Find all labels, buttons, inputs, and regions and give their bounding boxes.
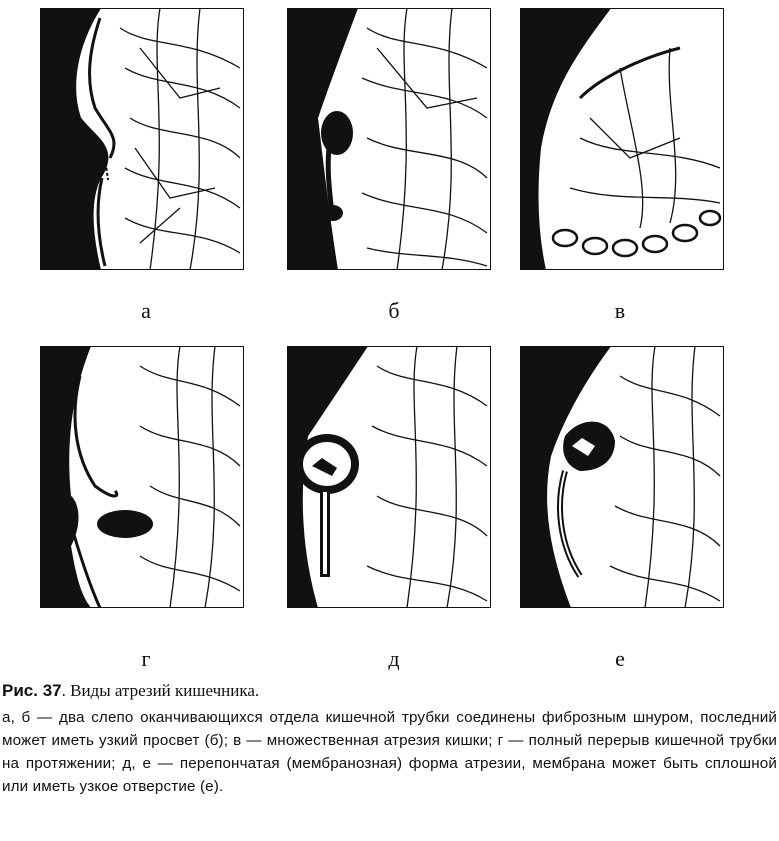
figure-title: . Виды атрезий кишечника. xyxy=(61,681,260,700)
panel-d-illustration xyxy=(287,346,491,608)
panel-a-illustration xyxy=(40,8,244,270)
membranous-solid-drawing xyxy=(287,346,491,608)
caption-title-line xyxy=(2,680,777,702)
complete-interruption-drawing xyxy=(40,346,244,608)
panel-label-g: г xyxy=(141,646,151,671)
figure-caption xyxy=(2,680,777,798)
panel-e-illustration xyxy=(520,346,724,608)
figure-number: Рис. 37 xyxy=(2,681,62,700)
panel-label-e: е xyxy=(615,646,625,671)
panel-v-illustration xyxy=(520,8,724,270)
blind-ends-fibrous-cord-drawing xyxy=(40,8,244,270)
panel-label-d: д xyxy=(388,646,400,671)
panel-label-v: в xyxy=(614,298,626,323)
blind-ends-narrow-lumen-drawing xyxy=(287,8,491,270)
membranous-with-opening-drawing xyxy=(520,346,724,608)
panel-b-illustration xyxy=(287,8,491,270)
panel-label-b: б xyxy=(388,298,400,323)
panel-g-illustration xyxy=(40,346,244,608)
caption-body: а, б — два слепо оканчивающихся отдела кишечной трубки соединены фиброзным шнуром, последний может иметь узкий просвет (б); в — множественная атрезия кишки; г — полный перерыв кишечной трубки на протяжении; д, е — перепончатая (мембранозная) форма атрезии, мембрана может быть сплошной или иметь узкое отверстие (е). xyxy=(2,709,777,795)
multiple-atresia-drawing xyxy=(520,8,724,270)
panel-label-a: а xyxy=(141,298,151,323)
